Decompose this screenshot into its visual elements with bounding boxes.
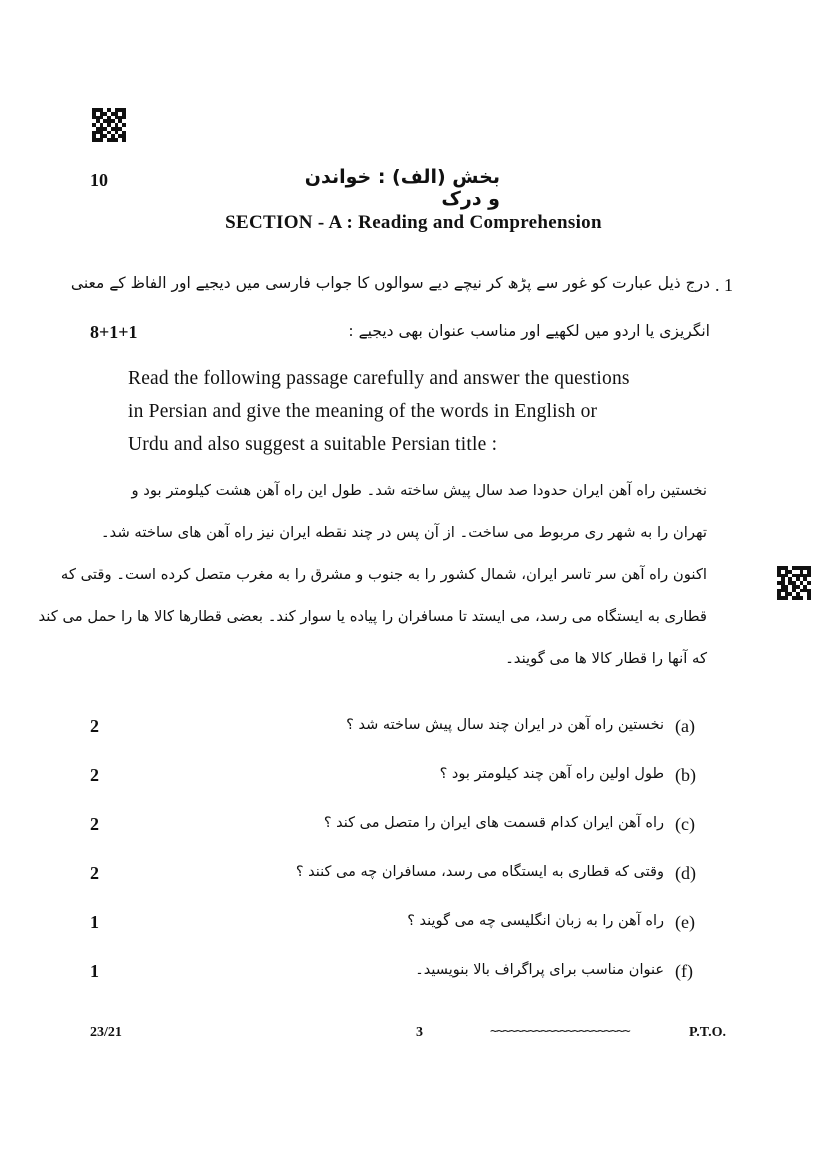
- sub-question-b: [0, 765, 827, 814]
- section-marks: 10: [90, 170, 108, 190]
- passage-line: اکنون راه آهن سر تاسر ایران، شمال کشور را به جنوب و مشرق را به مغرب متصل کرده است۔ وقتی که: [60, 566, 707, 583]
- instruction-urdu-line1: درج ذیل عبارت کو غور سے پڑھ کر نیچے دیے سوالوں کا جواب فارسی میں دیجیے اور الفاظ کے معنی: [70, 274, 710, 292]
- sub-question-list: [0, 716, 827, 1010]
- sub-question-label: (d): [675, 863, 696, 883]
- sub-question-text: وقتی که قطاری به ایستگاه می رسد، مسافران چه می کنند ؟: [295, 864, 664, 880]
- qr-code-side: [777, 566, 811, 600]
- instruction-english: [128, 362, 708, 461]
- paper-code: 23/21: [90, 1025, 122, 1040]
- sub-question-text: راه آهن ایران کدام قسمت های ایران را متصل می کند ؟: [323, 815, 664, 831]
- sub-question-marks: 2: [90, 863, 99, 883]
- instruction-english-line: Urdu and also suggest a suitable Persian title :: [128, 434, 498, 455]
- sub-question-text: راه آهن را به زبان انگلیسی چه می گویند ؟: [407, 913, 664, 929]
- page-number: 3: [416, 1025, 423, 1040]
- sub-question-d: [0, 863, 827, 912]
- qr-code-top: [92, 108, 126, 142]
- sub-question-f: [0, 961, 827, 1010]
- instruction-english-line: in Persian and give the meaning of the words in English or: [128, 401, 598, 422]
- passage-line: نخستین راه آهن ایران حدودا صد سال پیش ساخته شد۔ طول این راه آهن هشت کیلومتر بود و: [131, 482, 707, 499]
- sub-question-marks: 1: [90, 961, 99, 981]
- sub-question-e: [0, 912, 827, 961]
- sub-question-c: [0, 814, 827, 863]
- passage-persian: [38, 482, 707, 692]
- sub-question-marks: 2: [90, 814, 99, 834]
- instruction-urdu-line2: انگریزی یا اردو میں لکھیے اور مناسب عنوان بھی دیجیے :: [348, 322, 710, 340]
- sub-question-text: طول اولین راه آهن چند کیلومتر بود ؟: [439, 766, 664, 782]
- sub-question-label: (e): [675, 912, 695, 932]
- sub-question-marks: 1: [90, 912, 99, 932]
- pto-label: P.T.O.: [689, 1025, 726, 1040]
- sub-question-label: (c): [675, 814, 695, 834]
- passage-line: قطاری به ایستگاه می رسد، می ایستد تا مسافران را پیاده یا سوار کند۔ بعضی قطارها کالا ها را حمل می کند: [38, 608, 707, 625]
- instruction-english-line: Read the following passage carefully and answer the questions: [128, 368, 630, 389]
- section-heading-english: SECTION - A : Reading and Comprehension: [225, 212, 602, 233]
- sub-question-label: (f): [675, 961, 693, 981]
- section-heading-urdu: بخش (الف) : خواندن و درک: [304, 166, 500, 210]
- sub-question-marks: 2: [90, 716, 99, 736]
- passage-line: تهران را به شهر ری مربوط می ساخت۔ از آن پس در چند نقطه ایران نیز راه آهن های ساخته شد۔: [100, 524, 707, 541]
- sub-question-marks: 2: [90, 765, 99, 785]
- sub-question-text: نخستین راه آهن در ایران چند سال پیش ساخته شد ؟: [346, 717, 664, 733]
- sub-question-a: [0, 716, 827, 765]
- passage-line: که آنها را قطار کالا ها می گویند۔: [505, 650, 707, 667]
- wavy-divider: ~~~~~~~~~~~~~~~~~~~~~~: [490, 1024, 630, 1039]
- sub-question-text: عنوان مناسب برای پراگراف بالا بنویسید۔: [415, 962, 664, 978]
- sub-question-label: (b): [675, 765, 696, 785]
- question-number: . 1: [715, 275, 733, 295]
- question-marks: 8+1+1: [90, 322, 138, 342]
- sub-question-label: (a): [675, 716, 695, 736]
